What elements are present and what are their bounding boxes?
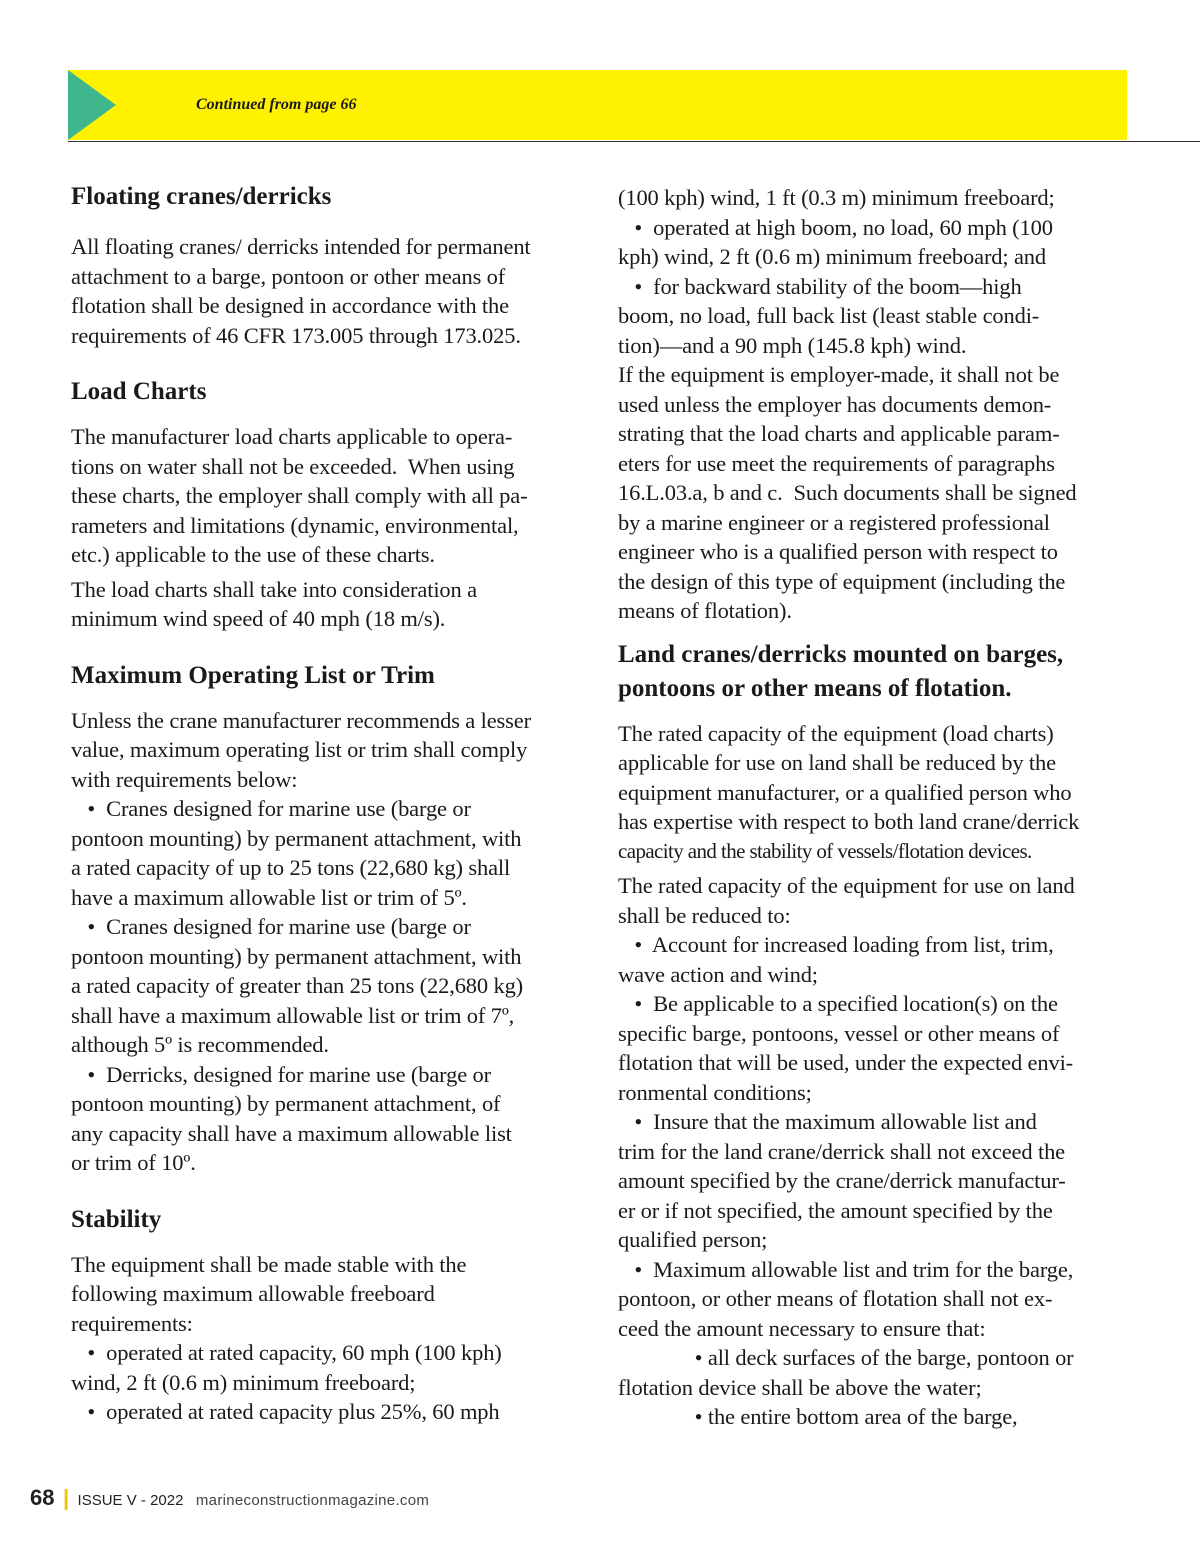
text-line: qualified person;	[618, 1227, 768, 1252]
text-line: specific barge, pontoons, vessel or other means of	[618, 1020, 1060, 1046]
text-line: shall be reduced to:	[618, 902, 791, 928]
text-line: flotation that will be used, under the expected envi-	[618, 1050, 1074, 1075]
text-line: ronmental conditions;	[618, 1079, 812, 1105]
text-line: requirements:	[71, 1310, 193, 1336]
text-line: • the entire bottom area of the barge,	[618, 1404, 1018, 1429]
text-line: ceed the amount necessary to ensure that:	[618, 1315, 986, 1341]
text-line: attachment to a barge, pontoon or other means of	[71, 263, 506, 289]
text-line: boom, no load, full back list (least stable condi-	[618, 303, 1040, 328]
paragraph-floating-cranes	[71, 232, 586, 350]
text-line: • all deck surfaces of the barge, pontoon or	[618, 1345, 1074, 1370]
text-line: shall have a maximum allowable list or trim of 7º,	[71, 1002, 515, 1028]
text-line: these charts, the employer shall comply with all pa-	[71, 483, 528, 508]
text-line: minimum wind speed of 40 mph (18 m/s).	[71, 606, 446, 631]
heading-floating-cranes: Floating cranes/derricks	[71, 183, 332, 210]
text-line: tion)—and a 90 mph (145.8 kph) wind.	[618, 332, 967, 358]
text-line: (100 kph) wind, 1 ft (0.3 m) minimum freeboard;	[618, 185, 1055, 210]
text-line: The equipment shall be made stable with the	[71, 1251, 467, 1277]
text-line: • Maximum allowable list and trim for the barge,	[618, 1256, 1074, 1282]
paragraph-max-operating-list	[71, 706, 586, 1178]
paragraph-load-charts-2	[71, 575, 586, 634]
text-line: • for backward stability of the boom—high	[618, 273, 1022, 299]
text-line: any capacity shall have a maximum allowable list	[71, 1120, 512, 1146]
text-line: The manufacturer load charts applicable to opera-	[71, 424, 513, 449]
text-line: • Be applicable to a specified location(s) on the	[618, 991, 1058, 1016]
text-line: The rated capacity of the equipment for use on land	[618, 873, 1075, 898]
text-line: er or if not specified, the amount specified by the	[618, 1197, 1053, 1223]
text-line: rameters and limitations (dynamic, environmental,	[71, 512, 519, 538]
paragraph-stability-continued	[618, 183, 1133, 626]
text-line: equipment manufacturer, or a qualified person who	[618, 779, 1072, 805]
text-line: pontoon mounting) by permanent attachment, of	[71, 1091, 501, 1116]
page-number: 68	[30, 1485, 55, 1510]
text-line: • operated at high boom, no load, 60 mph (100	[618, 214, 1053, 240]
footer-separator: |	[62, 1485, 70, 1510]
text-line: the design of this type of equipment (including the	[618, 568, 1066, 594]
site-url: marineconstructionmagazine.com	[195, 1492, 430, 1509]
text-line: amount specified by the crane/derrick manufactur-	[618, 1168, 1066, 1193]
text-line: • Insure that the maximum allowable list and	[618, 1109, 1037, 1134]
paragraph-stability	[71, 1250, 586, 1427]
text-line: although 5º is recommended.	[71, 1032, 329, 1057]
text-line: a rated capacity of greater than 25 tons (22,680 kg)	[71, 973, 524, 998]
text-line: requirements of 46 CFR 173.005 through 173.025.	[71, 322, 521, 348]
paragraph-land-cranes-2	[618, 871, 1133, 1432]
text-line: used unless the employer has documents demon-	[618, 391, 1052, 417]
text-line: • operated at rated capacity plus 25%, 60 mph	[71, 1399, 500, 1424]
left-column	[71, 180, 586, 1427]
text-line: pontoon, or other means of flotation shall not ex-	[618, 1286, 1053, 1311]
text-line: etc.) applicable to the use of these charts.	[71, 542, 435, 567]
text-line: 16.L.03.a, b and c. Such documents shall be signed	[618, 480, 1077, 505]
issue-label: ISSUE V - 2022	[77, 1492, 184, 1509]
text-line: The rated capacity of the equipment (load charts)	[618, 720, 1054, 746]
text-line: flotation device shall be above the water;	[618, 1374, 982, 1400]
continued-banner	[68, 70, 1127, 140]
text-line: capacity and the stability of vessels/flotation devices.	[618, 838, 1032, 863]
paragraph-land-cranes-1	[618, 719, 1133, 867]
text-line: wind, 2 ft (0.6 m) minimum freeboard;	[71, 1369, 416, 1395]
text-line: The load charts shall take into consideration a	[71, 576, 477, 602]
text-line: have a maximum allowable list or trim of 5º.	[71, 884, 467, 910]
text-line: All floating cranes/ derricks intended for permanent	[71, 234, 531, 259]
arrow-icon	[68, 70, 116, 140]
text-line: tions on water shall not be exceeded. When using	[71, 453, 515, 479]
text-line: pontoon mounting) by permanent attachment, with	[71, 943, 522, 969]
text-line: flotation shall be designed in accordance with the	[71, 293, 509, 318]
text-line: • Cranes designed for marine use (barge or	[71, 914, 471, 939]
text-line: • Derricks, designed for marine use (barge or	[71, 1061, 491, 1087]
heading-land-cranes: Land cranes/derricks mounted on barges, pontoons or other means of flotation.	[618, 640, 1064, 702]
text-line: engineer who is a qualified person with respect to	[618, 539, 1058, 564]
text-line: has expertise with respect to both land crane/derrick	[618, 809, 1080, 834]
heading-max-operating-list: Maximum Operating List or Trim	[71, 661, 435, 689]
text-line: If the equipment is employer-made, it shall not be	[618, 362, 1060, 387]
text-line: Unless the crane manufacturer recommends a lesser	[71, 707, 531, 733]
text-line: • Account for increased loading from list, trim,	[618, 932, 1054, 957]
paragraph-load-charts-1	[71, 422, 586, 570]
text-line: by a marine engineer or a registered professional	[618, 509, 1050, 535]
continued-from-label: Continued from page 66	[196, 96, 357, 113]
heading-stability: Stability	[71, 1205, 162, 1233]
text-line: pontoon mounting) by permanent attachment, with	[71, 825, 522, 851]
text-line: value, maximum operating list or trim shall comply	[71, 737, 528, 762]
text-line: a rated capacity of up to 25 tons (22,680 kg) shall	[71, 855, 511, 880]
text-line: with requirements below:	[71, 766, 298, 792]
right-column	[618, 183, 1133, 1432]
page-footer	[30, 1485, 429, 1511]
text-line: • Cranes designed for marine use (barge or	[71, 796, 471, 821]
text-line: or trim of 10º.	[71, 1150, 196, 1175]
text-line: strating that the load charts and applicable param-	[618, 421, 1060, 446]
text-line: following maximum allowable freeboard	[71, 1281, 435, 1306]
text-line: • operated at rated capacity, 60 mph (100 kph)	[71, 1340, 502, 1365]
text-line: kph) wind, 2 ft (0.6 m) minimum freeboard; and	[618, 244, 1047, 269]
header-divider	[68, 141, 1200, 142]
text-line: trim for the land crane/derrick shall not exceed the	[618, 1138, 1066, 1164]
heading-load-charts: Load Charts	[71, 378, 207, 405]
text-line: means of flotation).	[618, 598, 792, 623]
text-line: eters for use meet the requirements of paragraphs	[618, 450, 1055, 476]
text-line: applicable for use on land shall be reduced by the	[618, 750, 1056, 775]
text-line: wave action and wind;	[618, 961, 818, 987]
